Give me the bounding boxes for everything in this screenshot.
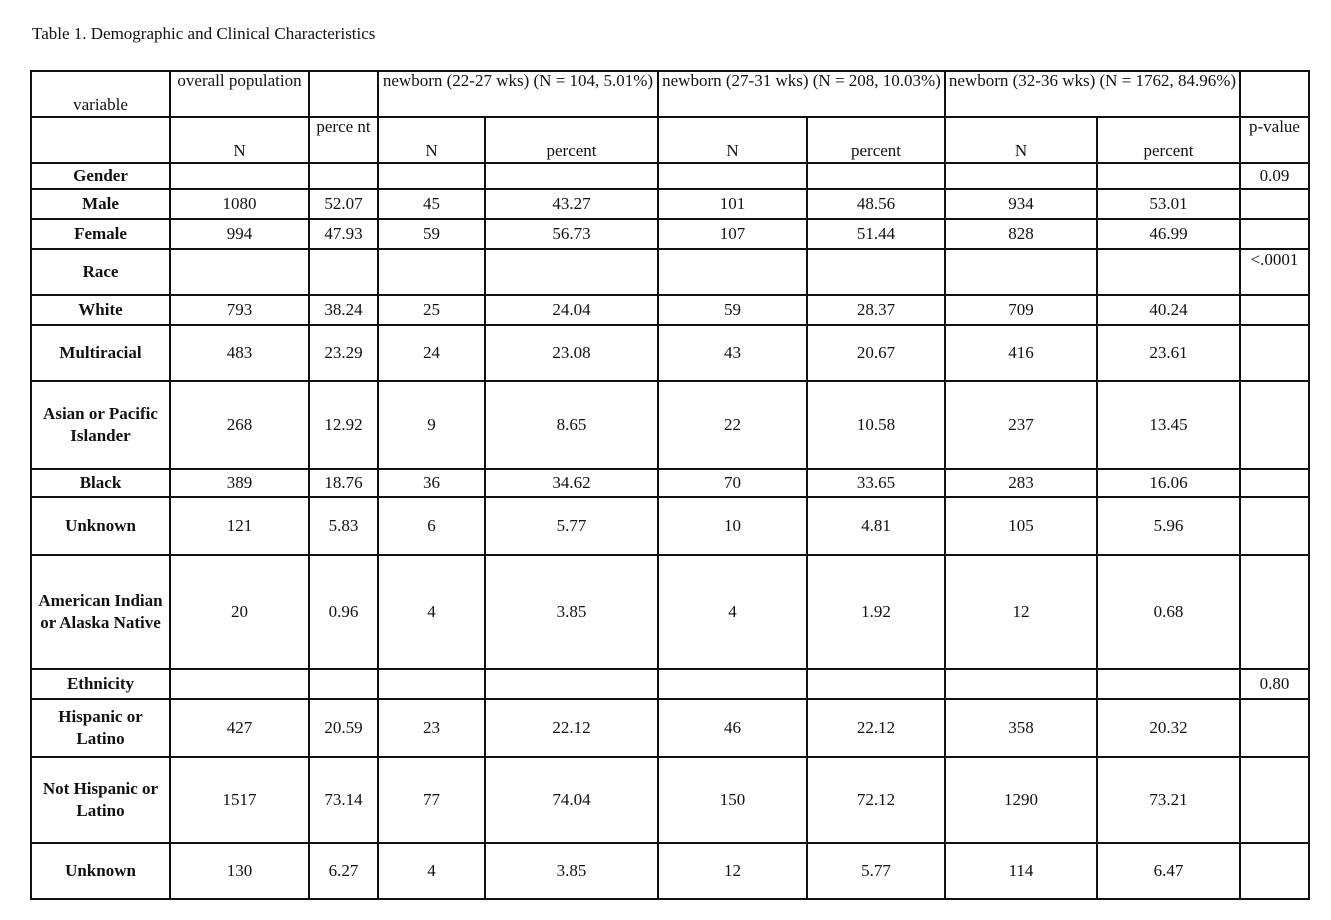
cell-g2-pct	[807, 669, 945, 699]
header-row-subcolumns	[31, 117, 1309, 163]
cell-g3-pct	[1097, 249, 1240, 295]
cell-g3-pct: 23.61	[1097, 325, 1240, 381]
cell-overall-pct: 47.93	[309, 219, 378, 249]
cell-p	[1240, 699, 1309, 757]
cell-overall-pct	[309, 669, 378, 699]
cell-g1-n: 36	[378, 469, 485, 497]
cell-g1-n: 4	[378, 843, 485, 899]
cell-overall-pct: 6.27	[309, 843, 378, 899]
cell-g3-pct: 40.24	[1097, 295, 1240, 325]
cell-overall-pct: 38.24	[309, 295, 378, 325]
cell-g1-pct	[485, 669, 658, 699]
row-label: American Indian or Alaska Native	[31, 555, 170, 669]
header-blank	[309, 71, 378, 117]
cell-g3-n: 828	[945, 219, 1097, 249]
cell-g1-n	[378, 249, 485, 295]
subheader-g3-n: N	[945, 117, 1097, 163]
cell-g3-pct: 73.21	[1097, 757, 1240, 843]
subheader-g3-percent: percent	[1097, 117, 1240, 163]
cell-g2-n: 4	[658, 555, 807, 669]
cell-g3-pct: 5.96	[1097, 497, 1240, 555]
cell-p	[1240, 219, 1309, 249]
cell-g2-pct: 4.81	[807, 497, 945, 555]
cell-p	[1240, 497, 1309, 555]
cell-overall-n: 268	[170, 381, 309, 469]
subheader-g1-n: N	[378, 117, 485, 163]
cell-g2-n: 59	[658, 295, 807, 325]
header-group-27-31: newborn (27-31 wks) (N = 208, 10.03%)	[658, 71, 945, 117]
cell-g3-pct: 0.68	[1097, 555, 1240, 669]
cell-g3-n: 709	[945, 295, 1097, 325]
cell-g1-n: 4	[378, 555, 485, 669]
table-caption: Table 1. Demographic and Clinical Characteristics	[32, 24, 376, 43]
cell-g2-pct: 5.77	[807, 843, 945, 899]
table-row	[31, 555, 1309, 669]
cell-g3-n: 934	[945, 189, 1097, 219]
cell-g1-n: 6	[378, 497, 485, 555]
cell-g2-n: 150	[658, 757, 807, 843]
cell-overall-n: 483	[170, 325, 309, 381]
cell-g2-n: 10	[658, 497, 807, 555]
row-label: Black	[31, 469, 170, 497]
cell-overall-n: 121	[170, 497, 309, 555]
cell-g2-n: 46	[658, 699, 807, 757]
cell-g2-n: 70	[658, 469, 807, 497]
cell-g3-pct: 53.01	[1097, 189, 1240, 219]
cell-g3-pct	[1097, 163, 1240, 189]
cell-g3-n: 416	[945, 325, 1097, 381]
cell-g1-n: 77	[378, 757, 485, 843]
cell-overall-pct: 23.29	[309, 325, 378, 381]
table-row	[31, 249, 1309, 295]
table-row	[31, 469, 1309, 497]
cell-g3-n: 114	[945, 843, 1097, 899]
subheader-overall-percent: perce nt	[309, 117, 378, 163]
cell-g3-n: 237	[945, 381, 1097, 469]
cell-overall-n: 1080	[170, 189, 309, 219]
cell-overall-pct	[309, 249, 378, 295]
cell-p	[1240, 381, 1309, 469]
header-blank-pvalue	[1240, 71, 1309, 117]
cell-overall-pct: 18.76	[309, 469, 378, 497]
cell-g1-pct: 74.04	[485, 757, 658, 843]
cell-overall-n: 427	[170, 699, 309, 757]
cell-g3-n: 1290	[945, 757, 1097, 843]
cell-g1-pct: 3.85	[485, 843, 658, 899]
cell-g2-pct	[807, 249, 945, 295]
cell-overall-n: 389	[170, 469, 309, 497]
cell-p	[1240, 469, 1309, 497]
cell-p: <.0001	[1240, 249, 1309, 295]
row-label: Male	[31, 189, 170, 219]
cell-g3-pct: 46.99	[1097, 219, 1240, 249]
cell-p	[1240, 555, 1309, 669]
cell-overall-n	[170, 163, 309, 189]
cell-g3-pct: 20.32	[1097, 699, 1240, 757]
cell-g3-n	[945, 669, 1097, 699]
cell-g2-pct: 10.58	[807, 381, 945, 469]
cell-g1-pct: 3.85	[485, 555, 658, 669]
table-row	[31, 497, 1309, 555]
cell-overall-pct: 73.14	[309, 757, 378, 843]
cell-g1-pct: 5.77	[485, 497, 658, 555]
cell-overall-pct: 20.59	[309, 699, 378, 757]
row-label: Race	[31, 249, 170, 295]
cell-overall-pct: 12.92	[309, 381, 378, 469]
cell-overall-n: 793	[170, 295, 309, 325]
cell-g3-n: 105	[945, 497, 1097, 555]
subheader-p-value: p-value	[1240, 117, 1309, 163]
cell-g2-pct: 51.44	[807, 219, 945, 249]
table-row	[31, 295, 1309, 325]
row-label: Not Hispanic or Latino	[31, 757, 170, 843]
cell-g2-n: 22	[658, 381, 807, 469]
row-label: White	[31, 295, 170, 325]
row-label: Asian or Pacific Islander	[31, 381, 170, 469]
cell-g1-n: 45	[378, 189, 485, 219]
demographics-table	[30, 70, 1310, 900]
cell-g3-n: 358	[945, 699, 1097, 757]
cell-g2-pct: 22.12	[807, 699, 945, 757]
header-group-22-27: newborn (22-27 wks) (N = 104, 5.01%)	[378, 71, 658, 117]
cell-g1-pct: 34.62	[485, 469, 658, 497]
cell-g1-n: 23	[378, 699, 485, 757]
cell-overall-n	[170, 669, 309, 699]
cell-p: 0.80	[1240, 669, 1309, 699]
cell-g2-n	[658, 163, 807, 189]
table-row	[31, 757, 1309, 843]
subheader-g2-n: N	[658, 117, 807, 163]
header-group-32-36: newborn (32-36 wks) (N = 1762, 84.96%)	[945, 71, 1240, 117]
cell-overall-n: 130	[170, 843, 309, 899]
cell-overall-n: 20	[170, 555, 309, 669]
cell-g2-pct: 20.67	[807, 325, 945, 381]
table-row	[31, 843, 1309, 899]
cell-g1-n	[378, 163, 485, 189]
row-label: Multiracial	[31, 325, 170, 381]
cell-p: 0.09	[1240, 163, 1309, 189]
cell-g2-n: 101	[658, 189, 807, 219]
cell-overall-n: 994	[170, 219, 309, 249]
cell-g2-n: 107	[658, 219, 807, 249]
table-row	[31, 669, 1309, 699]
cell-p	[1240, 325, 1309, 381]
cell-overall-pct	[309, 163, 378, 189]
subheader-g2-percent: percent	[807, 117, 945, 163]
cell-g1-pct: 23.08	[485, 325, 658, 381]
cell-g3-n	[945, 163, 1097, 189]
header-row-groups	[31, 71, 1309, 117]
cell-g3-n	[945, 249, 1097, 295]
cell-g3-pct	[1097, 669, 1240, 699]
row-label: Hispanic or Latino	[31, 699, 170, 757]
row-label: Ethnicity	[31, 669, 170, 699]
table-row	[31, 189, 1309, 219]
cell-g1-n: 25	[378, 295, 485, 325]
cell-g1-n: 24	[378, 325, 485, 381]
cell-p	[1240, 295, 1309, 325]
cell-g2-n	[658, 669, 807, 699]
cell-p	[1240, 189, 1309, 219]
cell-overall-n	[170, 249, 309, 295]
cell-g2-pct: 72.12	[807, 757, 945, 843]
cell-g2-pct	[807, 163, 945, 189]
table-row	[31, 381, 1309, 469]
cell-g2-pct: 1.92	[807, 555, 945, 669]
cell-p	[1240, 757, 1309, 843]
cell-g1-n: 9	[378, 381, 485, 469]
table-row	[31, 699, 1309, 757]
cell-overall-pct: 52.07	[309, 189, 378, 219]
subheader-overall-n: N	[170, 117, 309, 163]
table-row	[31, 219, 1309, 249]
cell-g1-pct: 22.12	[485, 699, 658, 757]
cell-g1-pct: 24.04	[485, 295, 658, 325]
cell-g3-pct: 6.47	[1097, 843, 1240, 899]
cell-g2-pct: 33.65	[807, 469, 945, 497]
subheader-g1-percent: percent	[485, 117, 658, 163]
cell-overall-pct: 5.83	[309, 497, 378, 555]
cell-g2-pct: 48.56	[807, 189, 945, 219]
header-variable: variable	[31, 71, 170, 117]
cell-g1-n	[378, 669, 485, 699]
subheader-blank	[31, 117, 170, 163]
row-label: Unknown	[31, 843, 170, 899]
cell-g2-n	[658, 249, 807, 295]
row-label: Gender	[31, 163, 170, 189]
row-label: Unknown	[31, 497, 170, 555]
cell-p	[1240, 843, 1309, 899]
row-label: Female	[31, 219, 170, 249]
cell-overall-pct: 0.96	[309, 555, 378, 669]
cell-g3-pct: 13.45	[1097, 381, 1240, 469]
cell-g2-n: 43	[658, 325, 807, 381]
cell-g1-pct: 8.65	[485, 381, 658, 469]
cell-g3-n: 12	[945, 555, 1097, 669]
header-overall-population: overall population	[170, 71, 309, 117]
cell-g1-pct: 43.27	[485, 189, 658, 219]
table-row	[31, 325, 1309, 381]
cell-g3-pct: 16.06	[1097, 469, 1240, 497]
table-row	[31, 163, 1309, 189]
cell-g3-n: 283	[945, 469, 1097, 497]
cell-g2-pct: 28.37	[807, 295, 945, 325]
cell-g1-pct: 56.73	[485, 219, 658, 249]
cell-overall-n: 1517	[170, 757, 309, 843]
cell-g1-pct	[485, 249, 658, 295]
cell-g1-pct	[485, 163, 658, 189]
cell-g1-n: 59	[378, 219, 485, 249]
cell-g2-n: 12	[658, 843, 807, 899]
